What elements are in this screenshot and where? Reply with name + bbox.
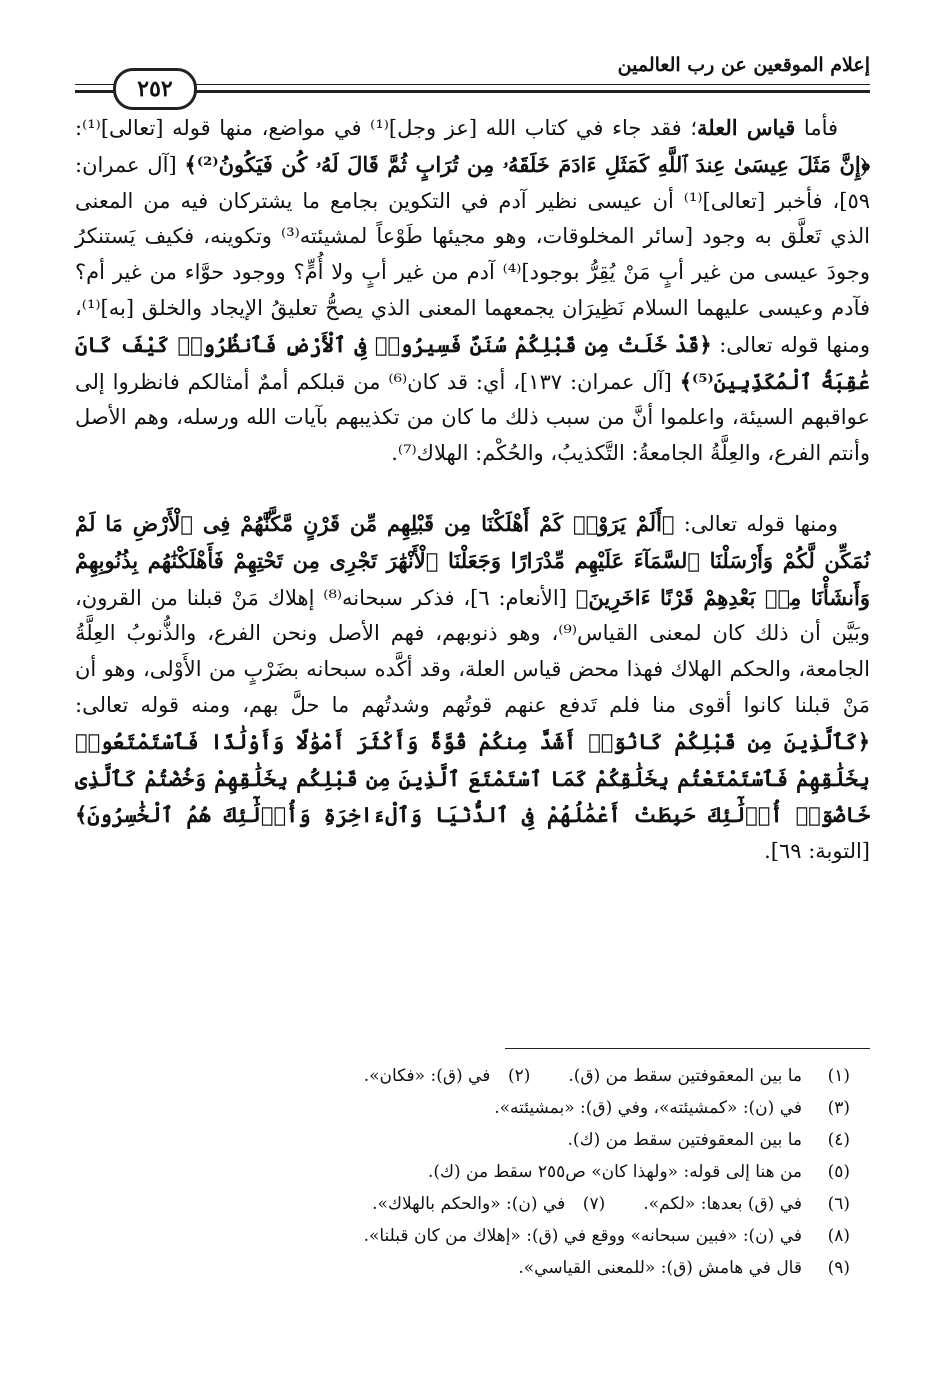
main-text	[75, 110, 870, 870]
footnote-text: ما بين المعقوفتين سقط من (ق).	[568, 1066, 802, 1086]
footnote-text: في (ق) بعدها: «لكم».	[643, 1194, 802, 1214]
term-heading: قياس العلة	[697, 115, 796, 140]
text-segment: [آل عمران: ٥٩]، فأخبر [تعالى]⁽¹⁾ أن عيسى نظير آدم في التكوين بجامع ما يشتركان فيه من المعنى الذي تَعلَّق به وجود [سائر المخلوقات، وهو مجيئها طَوْعاً لمشيئته⁽³⁾ وتكوينه، فكيف يَستنكرُ وجودَ عيسى من غير أبٍ مَنْ يُقِرُّ بوجود]⁽⁴⁾ آدم من غير أبٍ ولا أُمٍّ؟ ووجود حوَّاء من غير أم؟ فآدم وعيسى عليهما السلام نَظِيرَان يجمعهما المعنى الذي يصحُّ تعليقُ الإيجاد والخلق [به]⁽¹⁾، ومنها قوله تعالى:	[75, 152, 870, 357]
quran-verse: ﴿قَدْ خَلَتْ مِن قَبْلِكُمْ سُنَنٌ فَسِيرُوا۟ فِى ٱلْأَرْضِ فَٱنظُرُوا۟ كَيْفَ كَانَ عَٰقِبَةُ ٱلْمُكَذِّبِينَ⁽⁵⁾﴾	[75, 331, 870, 394]
footnote-line	[80, 1124, 850, 1156]
footnote-line	[80, 1060, 850, 1092]
page-number: ٢٥٢	[113, 68, 197, 110]
text-segment: ومنها قوله تعالى:	[674, 511, 838, 536]
footnote-number: (١)	[827, 1066, 850, 1086]
footnote-line	[80, 1156, 850, 1188]
footnote-line	[80, 1220, 850, 1252]
footnote-number: (٢)	[507, 1066, 531, 1086]
paragraph-2	[75, 506, 870, 870]
quran-verse: ﴿إِنَّ مَثَلَ عِيسَىٰ عِندَ ٱللَّهِ كَمَثَلِ ءَادَمَ خَلَقَهُۥ مِن تُرَابٍ ثُمَّ قَالَ لَهُۥ كُن فَيَكُونُ⁽²⁾﴾	[184, 151, 870, 177]
footnote-text: في (ن): «كمشيئته»، وفي (ق): «بمشيئته».	[494, 1098, 802, 1118]
text-segment: فأما	[795, 116, 839, 140]
text-segment: [آل عمران: ١٣٧]، أي: قد كان⁽⁶⁾ من قبلكم أممٌ أمثالكم فانظروا إلى عواقبهم السيئة، واعلموا أنَّ من سبب ذلك ما كان من تكذيبهم بآيات الله ورسله، وهم الأصل وأنتم الفرع، والعِلَّةُ الجامعةُ: التَّكذيبُ، والحُكْم: الهلاك⁽⁷⁾.	[75, 369, 870, 466]
footnote-number: (٨)	[827, 1226, 850, 1246]
footnote-separator	[505, 1048, 870, 1049]
footnote-number: (٧)	[582, 1194, 606, 1214]
quran-verse: ﴿كَٱلَّذِينَ مِن قَبْلِكُمْ كَانُوٓا۟ أَشَدَّ مِنكُمْ قُوَّةً وَأَكْثَرَ أَمْوَٰلًا وَأَوْلَٰدًا فَٱسْتَمْتَعُوا۟ بِخَلَٰقِهِمْ فَٱسْتَمْتَعْتُم بِخَلَٰقِكُمْ كَمَا ٱسْتَمْتَعَ ٱلَّذِينَ مِن قَبْلِكُم بِخَلَٰقِهِمْ وَخُضْتُمْ كَٱلَّذِى خَاضُوٓا۟ أُو۟لَٰٓئِكَ حَبِطَتْ أَعْمَٰلُهُمْ فِى ٱلدُّنْيَا وَٱلْءَاخِرَةِ وَأُو۟لَٰٓئِكَ هُمُ ٱلْخَٰسِرُونَ﴾	[75, 728, 870, 828]
footnote-text: في (ق): «فكان».	[363, 1066, 491, 1086]
footnote-number: (٤)	[827, 1130, 850, 1150]
footnote-text: من هنا إلى قوله: «ولهذا كان» ص٢٥٥ سقط من (ك).	[427, 1162, 802, 1182]
footnote-number: (٣)	[827, 1098, 850, 1118]
page-header	[75, 50, 870, 102]
footnote-text: في (ن): «والحكم بالهلاك».	[372, 1194, 566, 1214]
footnote-line	[80, 1188, 850, 1220]
text-segment: ؛ فقد جاء في كتاب الله [عز وجل]⁽¹⁾ في مواضع، منها قوله [تعالى]⁽¹⁾:	[75, 116, 698, 140]
footnote-number: (٦)	[827, 1194, 850, 1214]
footnotes	[80, 1060, 850, 1284]
footnote-text: في (ن): «فبين سبحانه» ووقع في (ق): «إهلاك من كان قبلنا».	[363, 1226, 802, 1246]
book-title: إعلام الموقعين عن رب العالمين	[617, 54, 870, 76]
footnote-line	[80, 1092, 850, 1124]
footnote-number: (٥)	[827, 1162, 850, 1182]
footnote-number: (٩)	[827, 1258, 850, 1278]
quran-verse: ﴿أَلَمْ يَرَوْا۟ كَمْ أَهْلَكْنَا مِن قَبْلِهِم مِّن قَرْنٍ مَّكَّنَّٰهُمْ فِى ٱلْأَرْضِ مَا لَمْ نُمَكِّن لَّكُمْ وَأَرْسَلْنَا ٱلسَّمَآءَ عَلَيْهِم مِّدْرَارًا وَجَعَلْنَا ٱلْأَنْهَٰرَ تَجْرِى مِن تَحْتِهِمْ فَأَهْلَكْنَٰهُم بِذُنُوبِهِمْ وَأَنشَأْنَا مِنۢ بَعْدِهِمْ قَرْنًا ءَاخَرِينَ﴾	[75, 510, 870, 610]
footnote-text: ما بين المعقوفتين سقط من (ك).	[567, 1130, 802, 1150]
text-segment: [التوبة: ٦٩].	[764, 839, 870, 864]
footnote-text: قال في هامش (ق): «للمعنى القياسي».	[518, 1258, 802, 1278]
footnote-line	[80, 1252, 850, 1284]
paragraph-1	[75, 110, 870, 472]
text-segment: [الأنعام: ٦]، فذكر سبحانه⁽⁸⁾ إهلاك مَنْ قبلنا من القرون، وبَيَّن أن ذلك كان لمعنى القياس⁽⁹⁾، وهو ذنوبهم، فهم الأصل ونحن الفرع، والذُّنوبُ العِلَّةُ الجامعة، والحكم الهلاك فهذا محض قياس العلة، وقد أكَّده سبحانه بضَرْبٍ من الأَوْلى، وهو أن مَنْ قبلنا كانوا أقوى منا فلم تَدفع عنهم قوتُهم وشدتُهم ما حلَّ بهم، ومنه قوله تعالى:	[75, 585, 870, 717]
